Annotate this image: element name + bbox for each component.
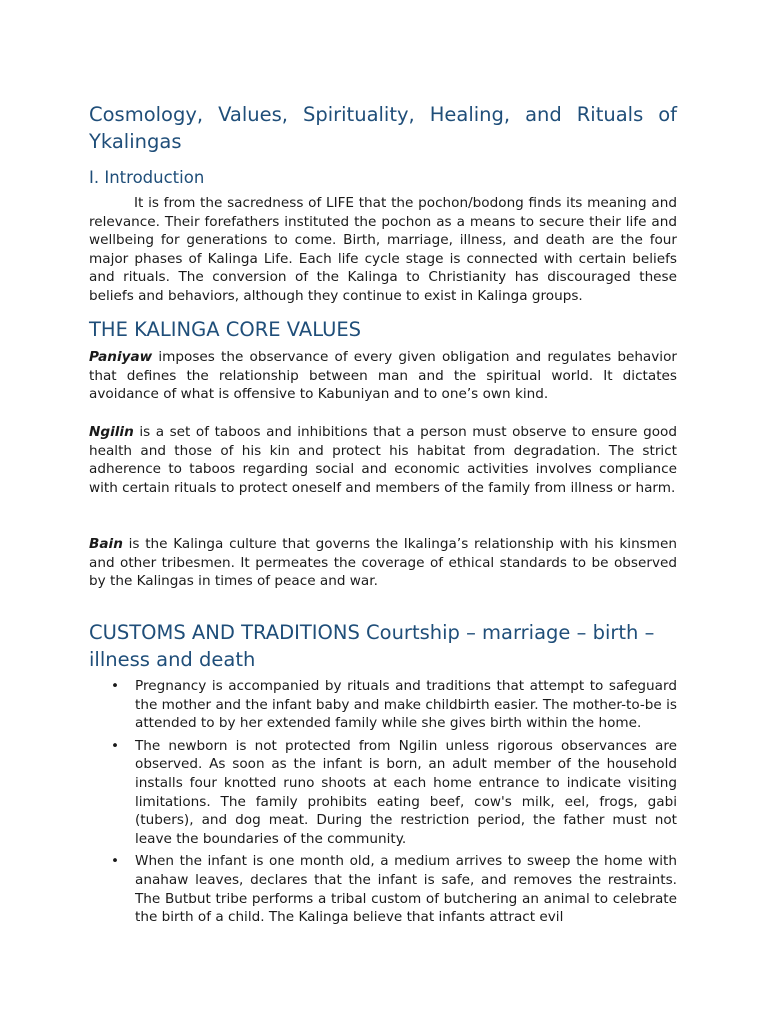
bullet-icon: • xyxy=(111,853,120,870)
bullet-icon: • xyxy=(111,678,120,694)
bullet-icon: • xyxy=(111,737,120,754)
core-value-bain xyxy=(89,535,677,591)
document-title: Cosmology, Values, Spirituality, Healing, and Rituals of Ykalingas xyxy=(89,103,677,153)
intro-heading: I. Introduction xyxy=(89,168,205,187)
core-value-text: is a set of taboos and inhibitions that a person must observe to ensure good health and those of his kin and protect his habitat from degradation. The strict adherence to taboos regarding social and economic activities involves compliance with certain rituals to protect oneself and members of the family from illness or harm. xyxy=(89,424,677,496)
core-values-heading: THE KALINGA CORE VALUES xyxy=(89,318,362,341)
core-value-term: Bain xyxy=(89,536,123,552)
core-value-text: imposes the observance of every given obligation and regulates behavior that defines the relationship between man and the spiritual world. It dictates avoidance of what is offensive to Kabuniyan and to one’s own kind. xyxy=(89,349,677,403)
core-value-text: is the Kalinga culture that governs the Ikalinga’s relationship with his kinsmen and other tribesmen. It permeates the coverage of ethical standards to be observed by the Kalingas in times of peace and war. xyxy=(89,536,677,590)
core-value-term: Ngilin xyxy=(89,424,134,440)
list-item xyxy=(89,852,677,926)
intro-text: It is from the sacredness of LIFE that the pochon/bodong finds its meaning and relevance. Their forefathers instituted the pochon as a means to secure their life and wellbeing for generations to come. Birth, marriage, illness, and death are the four major phases of Kalinga Life. Each life cycle stage is connected with certain beliefs and rituals. The conversion of the Kalinga to Christianity has discouraged these beliefs and behaviors, although they continue to exist in Kalinga groups. xyxy=(89,195,677,304)
core-value-ngilin xyxy=(89,423,677,497)
list-item xyxy=(89,737,677,849)
list-item xyxy=(89,677,677,733)
core-value-paniyaw xyxy=(89,348,677,404)
customs-list xyxy=(89,677,677,930)
customs-heading: CUSTOMS AND TRADITIONS Courtship – marriage – birth – illness and death xyxy=(89,621,655,671)
list-item-text: When the infant is one month old, a medium arrives to sweep the home with anahaw leaves, declares that the infant is safe, and removes the restraints. The Butbut tribe performs a tribal custom of butchering an animal to celebrate the birth of a child. The Kalinga believe that infants attract evil xyxy=(135,853,677,926)
list-item-text: The newborn is not protected from Ngilin unless rigorous observances are observed. As soon as the infant is born, an adult member of the household installs four knotted runo shoots at each home entrance to indicate visiting limitations. The family prohibits eating beef, cow's milk, eel, frogs, gabi (tubers), and dog meat. During the restriction period, the father must not leave the boundaries of the community. xyxy=(135,737,677,847)
intro-paragraph xyxy=(89,194,677,306)
list-item-text: Pregnancy is accompanied by rituals and traditions that attempt to safeguard the mother and the infant baby and make childbirth easier. The mother-to-be is attended to by her extended family while she gives birth within the home. xyxy=(135,678,677,732)
core-value-term: Paniyaw xyxy=(89,349,153,365)
